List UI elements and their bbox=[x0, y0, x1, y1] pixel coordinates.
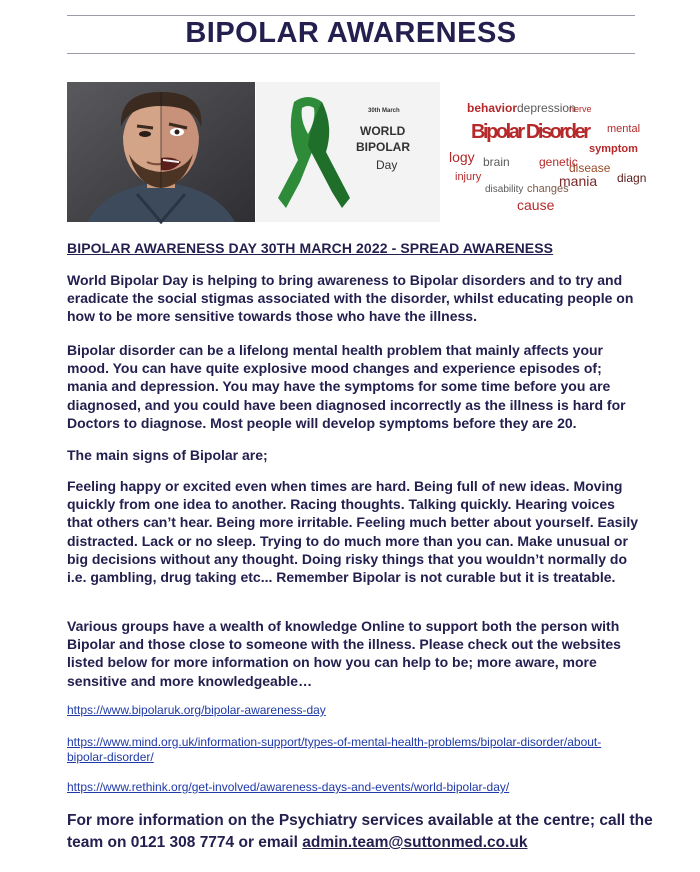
split-face-photo bbox=[67, 82, 255, 222]
green-ribbon-icon bbox=[256, 82, 440, 222]
link-rethink[interactable]: https://www.rethink.org/get-involved/awareness-days-and-events/world-bipolar-day/ bbox=[67, 780, 510, 794]
link-mind[interactable]: https://www.mind.org.uk/information-support/types-of-mental-health-problems/bipolar-disorder/about-bipolar-disorder/ bbox=[67, 735, 602, 764]
word-cloud-graphic bbox=[447, 82, 647, 222]
link-bipolaruk[interactable]: https://www.bipolaruk.org/bipolar-awareness-day bbox=[67, 703, 326, 717]
paragraph-signs-intro: The main signs of Bipolar are; bbox=[67, 447, 268, 463]
word-cloud-word: behavior bbox=[467, 101, 518, 115]
word-cloud-word: Bipolar Disorder bbox=[471, 121, 591, 143]
split-face-illustration bbox=[67, 82, 255, 222]
word-cloud-word: injury bbox=[455, 171, 482, 183]
word-cloud-word: symptom bbox=[589, 143, 638, 155]
word-cloud-word: disease bbox=[569, 161, 611, 175]
paragraph-support: Various groups have a wealth of knowledge Online to support both the person with Bipolar and those close to someone with the illness. Please check out the websites listed below for more information on how you can help to be; more aware, more sensitive and more knowledgeable… bbox=[67, 618, 621, 689]
word-cloud-word: cause bbox=[517, 197, 555, 213]
footer-text: For more information on the Psychiatry services available at the centre; call the team on 0121 308 7774 or email bbox=[67, 812, 653, 851]
title-underline-rule bbox=[67, 53, 635, 54]
word-cloud-word: mental bbox=[607, 123, 641, 135]
paragraph-intro: World Bipolar Day is helping to bring awareness to Bipolar disorders and to try and eradicate the social stigmas associated with the disorder, whilst educating people on how to be more sensitive towards those who have the illness. bbox=[67, 272, 634, 325]
page-title: BIPOLAR AWARENESS bbox=[185, 17, 517, 49]
paragraph-signs: Feeling happy or excited even when times are hard. Being full of new ideas. Moving quickly from one idea to another. Racing thoughts. Talking quickly. Hearing voices that others can’t hear. Being more irritable. Feeling much better about yourself. Easily distracted. Lack or no sleep. Trying to do much more than you can. Make unusual or big decisions without any thought. Doing risky things that you wouldn’t normally do i.e. gambling, drug taking etc... Remember Bipolar is not curable but it is treatable. bbox=[67, 478, 639, 586]
world-bipolar-day-ribbon-image bbox=[256, 82, 440, 222]
word-cloud-word: diagn bbox=[617, 171, 647, 185]
ribbon-line-world: WORLD bbox=[360, 124, 406, 138]
ribbon-date: 30th March bbox=[368, 108, 400, 114]
word-cloud-word: changes bbox=[527, 183, 569, 195]
word-cloud-word: brain bbox=[483, 155, 510, 169]
word-cloud-word: disability bbox=[485, 184, 524, 195]
word-cloud-word: genetic bbox=[539, 155, 578, 169]
ribbon-line-bipolar: BIPOLAR bbox=[356, 140, 410, 154]
word-cloud-word: nerve bbox=[569, 104, 592, 114]
footer-email-link[interactable]: admin.team@suttonmed.co.uk bbox=[302, 834, 528, 851]
footer-contact bbox=[67, 810, 657, 854]
paragraph-description: Bipolar disorder can be a lifelong mental health problem that mainly affects your mood. You can have quite explosive mood changes and experience episodes of; mania and depression. You may have the symptoms for some time before you are diagnosed, and you could have been diagnosed incorrectly as the illness is hard for Doctors to diagnose. Most people will develop symptoms before they are 20. bbox=[67, 342, 626, 431]
article-heading: BIPOLAR AWARENESS DAY 30TH MARCH 2022 - SPREAD AWARENESS bbox=[67, 240, 554, 256]
word-cloud-word: depression bbox=[517, 101, 576, 115]
ribbon-line-day: Day bbox=[376, 158, 398, 172]
word-cloud-word: mania bbox=[559, 173, 598, 189]
word-cloud-word: logy bbox=[449, 149, 475, 165]
bipolar-word-cloud-image bbox=[447, 82, 647, 222]
top-rule bbox=[67, 15, 635, 16]
